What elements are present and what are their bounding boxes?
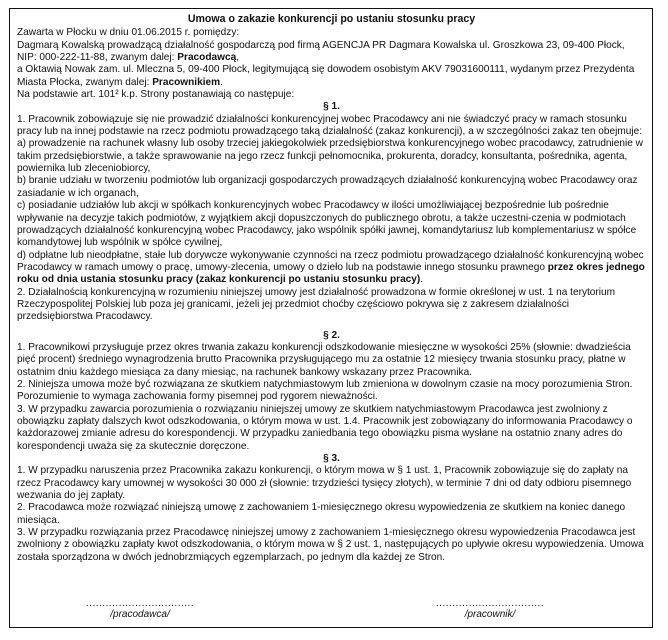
- party-employee-text: a Oktawią Nowak zam. ul. Mleczna 5, 09-400 Płock, legitymującą się dowodem osobistym AKV 79031600111, wydanym przez Prezydenta Miasta Płocka, zwanym dalej:: [17, 64, 635, 88]
- s1-item-d: [17, 250, 646, 287]
- s1-item-d-bold: przez okres jednego roku od dnia ustania stosunku pracy (zakaz konkurencji po ustaniu stosunku pracy): [17, 261, 645, 286]
- employer-signature-line: .................................: [85, 598, 195, 609]
- s1-item-d-end: .: [420, 274, 424, 286]
- s2-para-1: 1. Pracownikowi przysługuje przez okres trwania zakazu konkurencji odszkodowanie miesięczne w wysokości 25% (słownie: dwadzieścia pięć procent) średniego wynagrodzenia brutto Pracownika przysługującego mu za ostatnie 12 miesięcy trwania stosunku pracy, płatne w ostatnim dniu każdego miesiąca za dany miesiąc, na rachunek bankowy wskazany przez Pracownika.: [17, 341, 631, 378]
- s1-para-1: 1. Pracownik zobowiązuje się nie prowadzić działalności konkurencyjnej wobec Pracodawcy ani nie świadczyć pracy w ramach stosunku pracy lub na innej podstawie na rzecz podmiotu prowadzącego taką działalność (zakaz konkurencji), a w szczególności zakaz ten obejmuje:: [17, 113, 643, 138]
- employee-signature: [400, 599, 580, 621]
- employee-signature-line: .................................: [435, 598, 545, 609]
- employer-signature: [50, 599, 230, 621]
- s1-item-a: a) prowadzenie na rachunek własny lub osoby trzeciej jakiegokolwiek przedsiębiorstwa konkurencyjnego wobec pracodawcy, zatrudnienie w takim przedsiębiorstwie, a także sprawowanie na jego rzecz funkcji pełnomocnika, prokurenta, doradcy, konsultanta, pośrednika, agenta, powiernika lub zleceniobiorcy,: [17, 138, 643, 175]
- s3-para-3: 3. W przypadku rozwiązania przez Pracodawcę niniejszej umowy z zachowaniem 1-miesięcznego okresu wypowiedzenia Pracodawca jest zwolniony z obowiązku zapłaty kwot odszkodowania, o którym mowa w § 2 ust. 1, następujących po upływie okresu wypowiedzenia. Umowa została sporządzona w dwóch jednobrzmiących egzemplarzach, po jednym dla każdej ze Stron.: [17, 527, 644, 563]
- signature-area: [10, 599, 652, 627]
- s2-para-2: 2. Niniejsza umowa może być rozwiązana ze skutkiem natychmiastowym lub zmieniona w dowolnym czasie na mocy porozumienia Stron. Porozumienie to wymaga zachowania formy pisemnej pod rygorem nieważności.: [17, 378, 633, 403]
- section-1-heading: § 1.: [323, 101, 340, 113]
- party-employee: a Oktawią Nowak zam. ul. Mleczna 5, 09-400 Płock, legitymującą się dowodem osobistym AKV 79031600111, wydanym przez Prezydenta Miasta Płocka, zwanym dalej: Pracownikiem.: [17, 64, 635, 88]
- place-date-line: Zawarta w Płocku w dniu 01.06.2015 r. pomiędzy:: [17, 27, 240, 39]
- s2-para-3: 3. W przypadku zawarcia porozumienia o rozwiązaniu niniejszej umowy ze skutkiem natychmiastowym Pracodawca jest zwolniony z obowiązku zapłaty dalszych kwot odszkodowania, o którym mowa w ust. 1.4. Pracownik jest zobowiązany do informowania Pracodawcy o każdorazowej zmianie adresu do korespondencji. W przypadku zaniedbania tego obowiązku pisma wysłane na ostatnio znany adres do korespondencji uważa się za skutecznie doręczone.: [17, 403, 633, 452]
- s3-para-2: 2. Pracodawca może rozwiązać niniejszą umowę z zachowaniem 1-miesięcznego okresu wypowiedzenia ze skutkiem na koniec danego miesiąca.: [17, 502, 626, 526]
- party-employer-role: Pracodawcą: [177, 52, 237, 64]
- party-employee-role: Pracownikiem: [152, 76, 221, 88]
- employer-signature-label: /pracodawca/: [110, 609, 170, 620]
- legal-basis: Na podstawie art. 101² k.p. Strony postanawiają co następuje:: [17, 89, 295, 101]
- s1-item-d-text: d) odpłatne lub nieodpłatne, stałe lub dorywcze wykonywanie czynności na rzecz podmiotu prowadzącego działalność konkurencyjną wobec Pracodawcy w ramach umowy o pracę, umowy-zlecenia, umowy o dzieło lub na podstawie innego stosunku prawnego: [17, 249, 644, 273]
- s3-para-1: 1. W przypadku naruszenia przez Pracownika zakazu konkurencji, o którym mowa w § 1 ust. 1, Pracownik zobowiązuje się do zapłaty na rzecz Pracodawcy kary umownej w wysokości 30 000 zł (słownie: trzydzieści tysięcy złotych), w terminie 7 dni od daty odbioru pisemnego wezwania do jej zapłaty.: [17, 465, 632, 502]
- section-3-heading: § 3.: [323, 453, 340, 465]
- party-employer-text: Dagmarą Kowalską prowadzącą działalność gospodarczą pod firmą AGENCJA PR Dagmara Kowalska ul. Groszkowa 23, 09-400 Płock, NIP: 000-222-11-88, zwanym dalej:: [17, 39, 625, 64]
- s1-item-c: c) posiadanie udziałów lub akcji w spółkach konkurencyjnych wobec Pracodawcy w ilości umożliwiającej bezpośrednie lub pośrednie wpływanie na decyzje takich podmiotów, z wyjątkiem akcji dopuszczonych do publicznego obrotu, a także uczestni-czenia w podmiotach prowadzących działalność konkurencyjną wobec Pracodawcy, jako wspólnik spółki jawnej, komandytariusz lub komplementariusz w spółce komandytowej lub wspólnik w spółce cywilnej,: [17, 200, 637, 249]
- contract-document: [9, 8, 653, 628]
- s1-para-2: 2. Działalnością konkurencyjną w rozumieniu niniejszej umowy jest działalność prowadzona w formie określonej w ust. 1 na terytorium Rzeczypospolitej Polskiej lub poza jej granicami, jeżeli jej przedmiot choćby częściowo pokrywa się z zakresem działalności przedsiębiorstwa Pracodawcy.: [17, 286, 616, 323]
- employee-signature-label: /pracownik/: [464, 609, 516, 620]
- section-2-heading: § 2.: [323, 329, 340, 341]
- document-title: Umowa o zakazie konkurencji po ustaniu stosunku pracy: [187, 13, 476, 25]
- party-employer: Dagmarą Kowalską prowadzącą działalność gospodarczą pod firmą AGENCJA PR Dagmara Kowalska ul. Groszkowa 23, 09-400 Płock, NIP: 000-222-11-88, zwanym dalej: Pracodawcą,: [17, 39, 625, 64]
- s1-item-b: b) branie udziału w tworzeniu podmiotów lub organizacji gospodarczych prowadzących działalność konkurencyjną wobec Pracodawcy oraz zasiadanie w ich organach,: [17, 175, 638, 199]
